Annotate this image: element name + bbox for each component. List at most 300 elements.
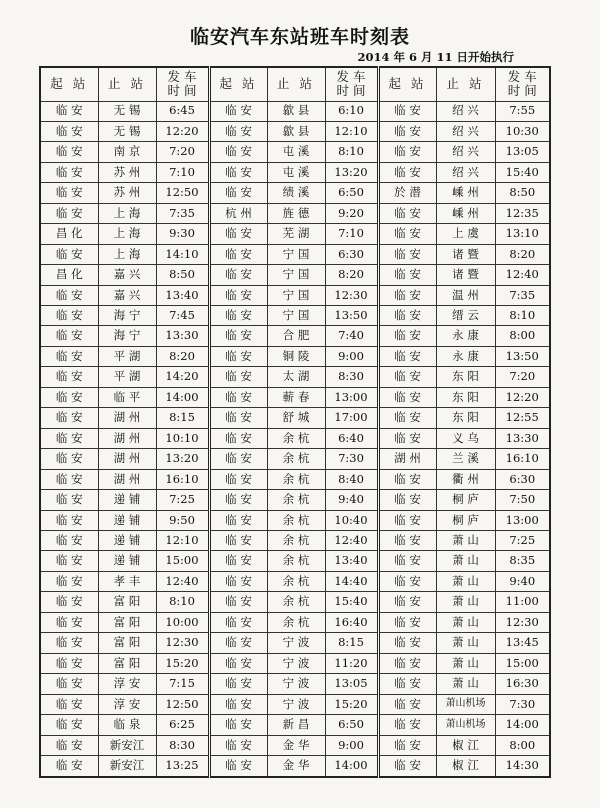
table-row bbox=[40, 469, 550, 489]
from-station-cell: 临 安 bbox=[209, 735, 267, 755]
table-row bbox=[40, 306, 550, 326]
to-station-cell: 萧山机场 bbox=[436, 694, 495, 714]
from-station-cell: 临 安 bbox=[209, 244, 267, 264]
table-row bbox=[40, 183, 550, 203]
from-station-cell: 临 安 bbox=[209, 756, 267, 778]
from-station-cell: 昌 化 bbox=[40, 224, 98, 244]
to-station-cell: 绍 兴 bbox=[436, 162, 495, 182]
to-station-cell: 金 华 bbox=[267, 756, 325, 778]
to-station-cell: 递 铺 bbox=[98, 490, 156, 510]
depart-time-cell: 16:40 bbox=[325, 612, 378, 632]
to-station-cell: 余 杭 bbox=[267, 531, 325, 551]
to-station-cell: 余 杭 bbox=[267, 571, 325, 591]
table-row bbox=[40, 571, 550, 591]
to-station-cell: 萧山机场 bbox=[436, 715, 495, 735]
depart-time-cell: 13:50 bbox=[325, 306, 378, 326]
to-station-cell: 上 海 bbox=[98, 203, 156, 223]
effective-date-note: 2014 年 6 月 11 日开始执行 bbox=[357, 50, 514, 64]
depart-time-cell: 13:20 bbox=[156, 449, 209, 469]
depart-time-cell: 14:00 bbox=[495, 715, 550, 735]
from-station-cell: 临 安 bbox=[40, 612, 98, 632]
depart-time-cell: 6:45 bbox=[156, 101, 209, 121]
from-station-cell: 临 安 bbox=[40, 490, 98, 510]
to-station-cell: 桐 庐 bbox=[436, 510, 495, 530]
from-station-cell: 临 安 bbox=[209, 183, 267, 203]
depart-time-cell: 6:30 bbox=[495, 469, 550, 489]
to-station-cell: 屯 溪 bbox=[267, 162, 325, 182]
depart-time-cell: 10:00 bbox=[156, 612, 209, 632]
depart-time-cell: 7:10 bbox=[325, 224, 378, 244]
from-station-cell: 临 安 bbox=[378, 285, 436, 305]
depart-time-cell: 7:45 bbox=[156, 306, 209, 326]
from-station-cell: 临 安 bbox=[378, 203, 436, 223]
depart-time-cell: 14:20 bbox=[156, 367, 209, 387]
depart-time-cell: 14:40 bbox=[325, 571, 378, 591]
from-station-cell: 临 安 bbox=[40, 633, 98, 653]
to-station-cell: 歙 县 bbox=[267, 101, 325, 121]
depart-time-cell: 10:30 bbox=[495, 121, 550, 141]
depart-time-cell: 7:30 bbox=[495, 694, 550, 714]
depart-time-cell: 11:00 bbox=[495, 592, 550, 612]
to-station-cell: 萧 山 bbox=[436, 571, 495, 591]
depart-time-cell: 15:20 bbox=[156, 653, 209, 673]
from-station-cell: 临 安 bbox=[209, 592, 267, 612]
to-station-cell: 余 杭 bbox=[267, 469, 325, 489]
from-station-cell: 临 安 bbox=[378, 265, 436, 285]
to-station-cell: 义 乌 bbox=[436, 428, 495, 448]
depart-time-cell: 7:20 bbox=[156, 142, 209, 162]
from-station-cell: 临 安 bbox=[378, 735, 436, 755]
depart-time-cell: 14:30 bbox=[495, 756, 550, 778]
to-station-cell: 萧 山 bbox=[436, 653, 495, 673]
to-station-cell: 东 阳 bbox=[436, 387, 495, 407]
from-station-cell: 临 安 bbox=[378, 592, 436, 612]
from-station-cell: 临 安 bbox=[40, 183, 98, 203]
from-station-cell: 临 安 bbox=[378, 756, 436, 778]
to-station-cell: 宁 波 bbox=[267, 694, 325, 714]
depart-time-cell: 15:20 bbox=[325, 694, 378, 714]
from-station-cell: 临 安 bbox=[209, 510, 267, 530]
table-row bbox=[40, 490, 550, 510]
table-row bbox=[40, 551, 550, 571]
from-station-cell: 临 安 bbox=[40, 531, 98, 551]
from-station-cell: 临 安 bbox=[209, 612, 267, 632]
to-station-cell: 桐 庐 bbox=[436, 490, 495, 510]
depart-time-cell: 13:05 bbox=[325, 674, 378, 694]
from-station-cell: 临 安 bbox=[40, 653, 98, 673]
from-station-cell: 临 安 bbox=[378, 612, 436, 632]
from-station-cell: 杭 州 bbox=[209, 203, 267, 223]
depart-time-cell: 12:10 bbox=[156, 531, 209, 551]
to-station-cell: 宁 国 bbox=[267, 244, 325, 264]
to-station-cell: 兰 溪 bbox=[436, 449, 495, 469]
from-station-cell: 临 安 bbox=[209, 387, 267, 407]
to-station-cell: 椒 江 bbox=[436, 735, 495, 755]
to-station-cell: 宁 波 bbox=[267, 674, 325, 694]
to-station-cell: 萧 山 bbox=[436, 612, 495, 632]
depart-time-cell: 9:30 bbox=[156, 224, 209, 244]
depart-time-cell: 13:30 bbox=[156, 326, 209, 346]
from-station-cell: 临 安 bbox=[40, 326, 98, 346]
from-station-cell: 临 安 bbox=[209, 367, 267, 387]
to-station-cell: 东 阳 bbox=[436, 408, 495, 428]
depart-time-cell: 17:00 bbox=[325, 408, 378, 428]
to-station-cell: 歙 县 bbox=[267, 121, 325, 141]
depart-time-cell: 7:25 bbox=[156, 490, 209, 510]
to-station-cell: 椒 江 bbox=[436, 756, 495, 778]
to-station-cell: 苏 州 bbox=[98, 183, 156, 203]
to-station-cell: 宁 国 bbox=[267, 265, 325, 285]
depart-time-cell: 16:10 bbox=[495, 449, 550, 469]
table-row bbox=[40, 449, 550, 469]
table-row bbox=[40, 265, 550, 285]
depart-time-cell: 12:55 bbox=[495, 408, 550, 428]
to-station-cell: 孝 丰 bbox=[98, 571, 156, 591]
to-station-cell: 富 阳 bbox=[98, 653, 156, 673]
depart-time-cell: 7:25 bbox=[495, 531, 550, 551]
to-station-cell: 诸 暨 bbox=[436, 265, 495, 285]
from-station-cell: 临 安 bbox=[209, 653, 267, 673]
from-station-cell: 临 安 bbox=[378, 367, 436, 387]
table-row bbox=[40, 142, 550, 162]
table-row bbox=[40, 592, 550, 612]
from-station-cell: 临 安 bbox=[378, 387, 436, 407]
to-station-cell: 宁 国 bbox=[267, 285, 325, 305]
depart-time-cell: 8:50 bbox=[156, 265, 209, 285]
to-station-cell: 合 肥 bbox=[267, 326, 325, 346]
to-station-cell: 东 阳 bbox=[436, 367, 495, 387]
to-station-cell: 旌 德 bbox=[267, 203, 325, 223]
depart-time-cell: 15:00 bbox=[495, 653, 550, 673]
from-station-cell: 临 安 bbox=[378, 715, 436, 735]
to-station-cell: 萧 山 bbox=[436, 633, 495, 653]
from-station-cell: 临 安 bbox=[40, 244, 98, 264]
table-row bbox=[40, 653, 550, 673]
depart-time-cell: 13:10 bbox=[495, 224, 550, 244]
depart-time-cell: 12:20 bbox=[156, 121, 209, 141]
header-from: 起 站 bbox=[40, 67, 98, 101]
header-depart-time: 发 车 时 间 bbox=[325, 67, 378, 101]
table-row bbox=[40, 121, 550, 141]
depart-time-cell: 12:40 bbox=[495, 265, 550, 285]
from-station-cell: 临 安 bbox=[40, 162, 98, 182]
depart-time-cell: 12:20 bbox=[495, 387, 550, 407]
to-station-cell: 富 阳 bbox=[98, 633, 156, 653]
depart-time-cell: 12:10 bbox=[325, 121, 378, 141]
depart-time-cell: 12:35 bbox=[495, 203, 550, 223]
from-station-cell: 临 安 bbox=[40, 428, 98, 448]
to-station-cell: 余 杭 bbox=[267, 592, 325, 612]
to-station-cell: 宁 波 bbox=[267, 633, 325, 653]
from-station-cell: 临 安 bbox=[378, 694, 436, 714]
to-station-cell: 太 湖 bbox=[267, 367, 325, 387]
timetable bbox=[39, 66, 551, 778]
table-row bbox=[40, 326, 550, 346]
to-station-cell: 新 昌 bbox=[267, 715, 325, 735]
depart-time-cell: 13:20 bbox=[325, 162, 378, 182]
from-station-cell: 於 潜 bbox=[378, 183, 436, 203]
from-station-cell: 临 安 bbox=[378, 428, 436, 448]
from-station-cell: 临 安 bbox=[40, 285, 98, 305]
to-station-cell: 铜 陵 bbox=[267, 346, 325, 366]
from-station-cell: 临 安 bbox=[209, 224, 267, 244]
header-to: 止 站 bbox=[267, 67, 325, 101]
table-row bbox=[40, 510, 550, 530]
depart-time-cell: 7:20 bbox=[495, 367, 550, 387]
to-station-cell: 诸 暨 bbox=[436, 244, 495, 264]
from-station-cell: 临 安 bbox=[209, 326, 267, 346]
to-station-cell: 湖 州 bbox=[98, 408, 156, 428]
table-row bbox=[40, 346, 550, 366]
to-station-cell: 淳 安 bbox=[98, 674, 156, 694]
table-row bbox=[40, 735, 550, 755]
to-station-cell: 衢 州 bbox=[436, 469, 495, 489]
header-row bbox=[40, 67, 550, 101]
from-station-cell: 临 安 bbox=[40, 142, 98, 162]
from-station-cell: 临 安 bbox=[40, 571, 98, 591]
table-row bbox=[40, 101, 550, 121]
depart-time-cell: 11:20 bbox=[325, 653, 378, 673]
header-to: 止 站 bbox=[436, 67, 495, 101]
from-station-cell: 临 安 bbox=[209, 449, 267, 469]
depart-time-cell: 7:55 bbox=[495, 101, 550, 121]
from-station-cell: 临 安 bbox=[378, 326, 436, 346]
depart-time-cell: 8:10 bbox=[156, 592, 209, 612]
from-station-cell: 临 安 bbox=[40, 449, 98, 469]
to-station-cell: 萧 山 bbox=[436, 674, 495, 694]
to-station-cell: 蕲 春 bbox=[267, 387, 325, 407]
depart-time-cell: 9:00 bbox=[325, 346, 378, 366]
from-station-cell: 临 安 bbox=[209, 265, 267, 285]
from-station-cell: 临 安 bbox=[209, 571, 267, 591]
depart-time-cell: 12:50 bbox=[156, 183, 209, 203]
from-station-cell: 临 安 bbox=[209, 408, 267, 428]
to-station-cell: 永 康 bbox=[436, 346, 495, 366]
to-station-cell: 海 宁 bbox=[98, 326, 156, 346]
to-station-cell: 湖 州 bbox=[98, 428, 156, 448]
depart-time-cell: 6:10 bbox=[325, 101, 378, 121]
depart-time-cell: 9:40 bbox=[495, 571, 550, 591]
table-row bbox=[40, 715, 550, 735]
to-station-cell: 屯 溪 bbox=[267, 142, 325, 162]
to-station-cell: 绍 兴 bbox=[436, 121, 495, 141]
depart-time-cell: 7:15 bbox=[156, 674, 209, 694]
from-station-cell: 临 安 bbox=[209, 469, 267, 489]
from-station-cell: 临 安 bbox=[209, 674, 267, 694]
depart-time-cell: 12:40 bbox=[325, 531, 378, 551]
table-row bbox=[40, 244, 550, 264]
depart-time-cell: 7:40 bbox=[325, 326, 378, 346]
from-station-cell: 临 安 bbox=[40, 469, 98, 489]
to-station-cell: 萧 山 bbox=[436, 551, 495, 571]
table-row bbox=[40, 224, 550, 244]
to-station-cell: 淳 安 bbox=[98, 694, 156, 714]
depart-time-cell: 14:10 bbox=[156, 244, 209, 264]
from-station-cell: 临 安 bbox=[40, 735, 98, 755]
header-from: 起 站 bbox=[209, 67, 267, 101]
to-station-cell: 苏 州 bbox=[98, 162, 156, 182]
depart-time-cell: 7:35 bbox=[156, 203, 209, 223]
from-station-cell: 临 安 bbox=[378, 162, 436, 182]
to-station-cell: 缙 云 bbox=[436, 306, 495, 326]
depart-time-cell: 16:10 bbox=[156, 469, 209, 489]
from-station-cell: 临 安 bbox=[40, 367, 98, 387]
from-station-cell: 临 安 bbox=[209, 551, 267, 571]
table-row bbox=[40, 203, 550, 223]
depart-time-cell: 8:30 bbox=[156, 735, 209, 755]
depart-time-cell: 12:30 bbox=[156, 633, 209, 653]
to-station-cell: 宁 国 bbox=[267, 306, 325, 326]
from-station-cell: 临 安 bbox=[40, 674, 98, 694]
depart-time-cell: 14:00 bbox=[156, 387, 209, 407]
from-station-cell: 临 安 bbox=[378, 244, 436, 264]
from-station-cell: 临 安 bbox=[378, 224, 436, 244]
from-station-cell: 临 安 bbox=[209, 285, 267, 305]
from-station-cell: 临 安 bbox=[378, 121, 436, 141]
depart-time-cell: 13:00 bbox=[325, 387, 378, 407]
from-station-cell: 临 安 bbox=[378, 674, 436, 694]
depart-time-cell: 8:20 bbox=[156, 346, 209, 366]
from-station-cell: 临 安 bbox=[40, 715, 98, 735]
to-station-cell: 芜 湖 bbox=[267, 224, 325, 244]
from-station-cell: 临 安 bbox=[209, 633, 267, 653]
depart-time-cell: 8:20 bbox=[325, 265, 378, 285]
depart-time-cell: 8:35 bbox=[495, 551, 550, 571]
from-station-cell: 临 安 bbox=[209, 531, 267, 551]
table-row bbox=[40, 428, 550, 448]
from-station-cell: 临 安 bbox=[209, 490, 267, 510]
depart-time-cell: 8:40 bbox=[325, 469, 378, 489]
depart-time-cell: 8:15 bbox=[325, 633, 378, 653]
to-station-cell: 嵊 州 bbox=[436, 183, 495, 203]
depart-time-cell: 9:00 bbox=[325, 735, 378, 755]
to-station-cell: 温 州 bbox=[436, 285, 495, 305]
depart-time-cell: 13:40 bbox=[325, 551, 378, 571]
header-depart-time: 发 车 时 间 bbox=[495, 67, 550, 101]
from-station-cell: 临 安 bbox=[378, 551, 436, 571]
depart-time-cell: 7:35 bbox=[495, 285, 550, 305]
to-station-cell: 无 锡 bbox=[98, 101, 156, 121]
depart-time-cell: 6:30 bbox=[325, 244, 378, 264]
from-station-cell: 临 安 bbox=[378, 408, 436, 428]
to-station-cell: 萧 山 bbox=[436, 531, 495, 551]
depart-time-cell: 12:30 bbox=[325, 285, 378, 305]
to-station-cell: 绩 溪 bbox=[267, 183, 325, 203]
depart-time-cell: 10:40 bbox=[325, 510, 378, 530]
to-station-cell: 临 平 bbox=[98, 387, 156, 407]
to-station-cell: 余 杭 bbox=[267, 428, 325, 448]
header-to: 止 站 bbox=[98, 67, 156, 101]
header-depart-time: 发 车 时 间 bbox=[156, 67, 209, 101]
depart-time-cell: 8:30 bbox=[325, 367, 378, 387]
from-station-cell: 临 安 bbox=[209, 694, 267, 714]
depart-time-cell: 6:50 bbox=[325, 715, 378, 735]
depart-time-cell: 8:10 bbox=[325, 142, 378, 162]
from-station-cell: 临 安 bbox=[378, 306, 436, 326]
depart-time-cell: 14:00 bbox=[325, 756, 378, 778]
depart-time-cell: 6:50 bbox=[325, 183, 378, 203]
to-station-cell: 递 铺 bbox=[98, 510, 156, 530]
to-station-cell: 萧 山 bbox=[436, 592, 495, 612]
depart-time-cell: 8:50 bbox=[495, 183, 550, 203]
to-station-cell: 递 铺 bbox=[98, 551, 156, 571]
to-station-cell: 金 华 bbox=[267, 735, 325, 755]
from-station-cell: 临 安 bbox=[40, 592, 98, 612]
from-station-cell: 临 安 bbox=[209, 306, 267, 326]
depart-time-cell: 16:30 bbox=[495, 674, 550, 694]
to-station-cell: 海 宁 bbox=[98, 306, 156, 326]
from-station-cell: 临 安 bbox=[378, 571, 436, 591]
from-station-cell: 临 安 bbox=[40, 121, 98, 141]
timetable-body bbox=[40, 101, 550, 777]
table-row bbox=[40, 285, 550, 305]
depart-time-cell: 13:05 bbox=[495, 142, 550, 162]
from-station-cell: 临 安 bbox=[40, 756, 98, 778]
depart-time-cell: 10:10 bbox=[156, 428, 209, 448]
to-station-cell: 富 阳 bbox=[98, 612, 156, 632]
depart-time-cell: 8:20 bbox=[495, 244, 550, 264]
from-station-cell: 临 安 bbox=[378, 469, 436, 489]
from-station-cell: 临 安 bbox=[209, 101, 267, 121]
to-station-cell: 平 湖 bbox=[98, 367, 156, 387]
to-station-cell: 上 海 bbox=[98, 224, 156, 244]
from-station-cell: 临 安 bbox=[209, 162, 267, 182]
depart-time-cell: 13:45 bbox=[495, 633, 550, 653]
to-station-cell: 嘉 兴 bbox=[98, 265, 156, 285]
depart-time-cell: 12:50 bbox=[156, 694, 209, 714]
from-station-cell: 临 安 bbox=[209, 142, 267, 162]
depart-time-cell: 12:40 bbox=[156, 571, 209, 591]
to-station-cell: 余 杭 bbox=[267, 510, 325, 530]
from-station-cell: 临 安 bbox=[378, 633, 436, 653]
table-row bbox=[40, 674, 550, 694]
to-station-cell: 新安江 bbox=[98, 735, 156, 755]
from-station-cell: 临 安 bbox=[378, 142, 436, 162]
from-station-cell: 临 安 bbox=[40, 510, 98, 530]
table-row bbox=[40, 756, 550, 778]
from-station-cell: 临 安 bbox=[378, 346, 436, 366]
depart-time-cell: 13:40 bbox=[156, 285, 209, 305]
to-station-cell: 余 杭 bbox=[267, 449, 325, 469]
from-station-cell: 临 安 bbox=[40, 101, 98, 121]
to-station-cell: 嵊 州 bbox=[436, 203, 495, 223]
to-station-cell: 上 海 bbox=[98, 244, 156, 264]
depart-time-cell: 8:00 bbox=[495, 326, 550, 346]
to-station-cell: 宁 波 bbox=[267, 653, 325, 673]
table-row bbox=[40, 633, 550, 653]
from-station-cell: 临 安 bbox=[40, 694, 98, 714]
to-station-cell: 新安江 bbox=[98, 756, 156, 778]
depart-time-cell: 15:40 bbox=[325, 592, 378, 612]
to-station-cell: 绍 兴 bbox=[436, 101, 495, 121]
from-station-cell: 临 安 bbox=[40, 203, 98, 223]
from-station-cell: 临 安 bbox=[40, 387, 98, 407]
table-row bbox=[40, 531, 550, 551]
depart-time-cell: 13:25 bbox=[156, 756, 209, 778]
to-station-cell: 富 阳 bbox=[98, 592, 156, 612]
to-station-cell: 湖 州 bbox=[98, 449, 156, 469]
from-station-cell: 临 安 bbox=[40, 306, 98, 326]
depart-time-cell: 7:10 bbox=[156, 162, 209, 182]
to-station-cell: 永 康 bbox=[436, 326, 495, 346]
from-station-cell: 临 安 bbox=[378, 510, 436, 530]
to-station-cell: 余 杭 bbox=[267, 551, 325, 571]
depart-time-cell: 7:30 bbox=[325, 449, 378, 469]
depart-time-cell: 9:50 bbox=[156, 510, 209, 530]
from-station-cell: 临 安 bbox=[378, 490, 436, 510]
to-station-cell: 无 锡 bbox=[98, 121, 156, 141]
from-station-cell: 临 安 bbox=[378, 531, 436, 551]
